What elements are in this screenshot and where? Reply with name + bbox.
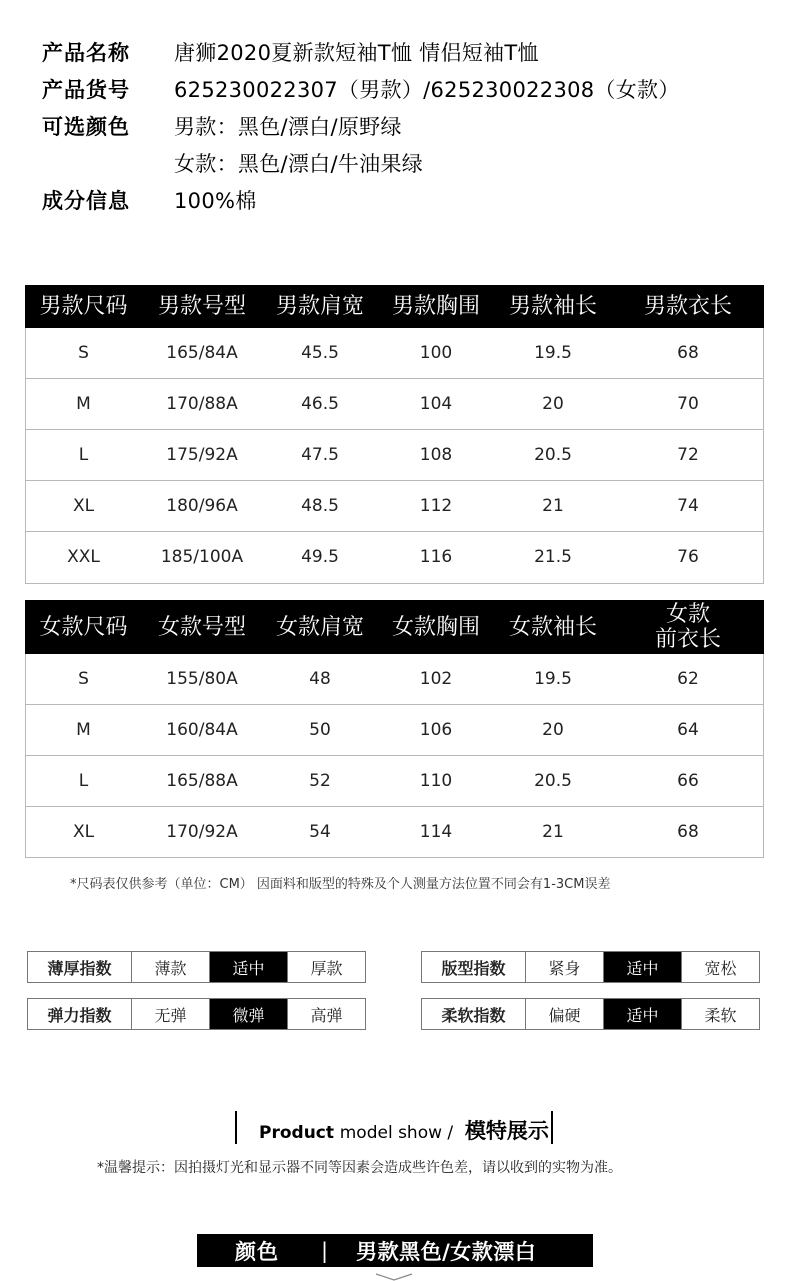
size-note: *尺码表仅供参考（单位：CM） 因面料和版型的特殊及个人测量方法位置不同会有1-3CM误差 [70,877,611,892]
header-line: 前衣长 [654,627,721,652]
divider-left [235,1111,237,1144]
table-cell: 19.5 [494,328,612,379]
table-cell: 170/92A [166,822,238,842]
table-cell: 50 [262,705,378,756]
model-show-title [259,1115,549,1145]
table-header-cell: 女款号型 [142,600,262,654]
table-cell: S [25,328,142,379]
color-banner-label: 颜色 [235,1239,279,1264]
table-header-cell: 女款胸围 [378,600,494,654]
thickness-index [27,951,366,983]
index-label: 弹力指数 [47,1005,112,1025]
index-option: 厚款 [287,952,365,982]
elastic-index [27,998,366,1030]
product-name: 唐狮2020夏新款短袖T恤 情侣短袖T恤 [174,40,539,65]
product-sku: 625230022307（男款）/625230022308（女款） [174,77,680,102]
table-cell: 21 [542,822,564,842]
color-banner-separator: | [321,1238,329,1263]
table-cell: 68 [612,328,764,379]
table-cell: XL [72,822,95,842]
table-header-cell: 男款袖长 [494,285,612,328]
index-option-selected: 适中 [603,952,681,982]
table-cell: M [25,705,142,756]
table-cell: 52 [262,756,378,807]
index-option-selected: 适中 [209,952,287,982]
table-cell: S [25,654,142,705]
index-label: 版型指数 [441,958,506,978]
table-cell: 62 [612,654,764,705]
table-cell: 45.5 [262,328,378,379]
color-banner [197,1234,593,1267]
material: 100%棉 [174,188,257,213]
table-cell: 180/96A [142,481,262,532]
table-cell: L [25,430,142,481]
table-row [25,328,764,379]
index-option: 柔软 [681,999,759,1029]
divider-right [551,1111,553,1144]
index-option: 宽松 [681,952,759,982]
color-banner-value: 男款黑色/女款漂白 [356,1239,537,1264]
info-row-colors-women [42,144,680,181]
table-cell: 170/88A [142,379,262,430]
table-row [25,430,764,481]
table-row [25,705,764,756]
softness-index [421,998,760,1030]
table-header-cell: 男款肩宽 [262,285,378,328]
table-cell: 155/80A [142,654,262,705]
table-cell: 20.5 [494,430,612,481]
table-cell: 64 [612,705,764,756]
table-cell: M [25,379,142,430]
table-row [25,756,764,807]
index-option-selected: 适中 [603,999,681,1029]
model-title-cn: 模特展示 [464,1119,549,1143]
table-cell: 165/88A [142,756,262,807]
index-label: 薄厚指数 [47,958,112,978]
table-cell: 74 [612,481,764,532]
table-cell: 47.5 [262,430,378,481]
men-colors: 男款：黑色/漂白/原野绿 [174,114,402,139]
table-cell: 106 [378,705,494,756]
table-cell: 112 [378,481,494,532]
table-cell: 114 [419,822,453,842]
model-show-header [235,1111,553,1144]
index-option: 薄款 [131,952,209,982]
men-size-table [25,285,764,582]
info-label: 产品货号 [42,77,130,102]
info-row-sku [42,70,680,107]
index-option: 无弹 [131,999,209,1029]
info-label: 产品名称 [42,40,130,65]
table-cell: 76 [677,547,699,567]
table-cell: 20.5 [494,756,612,807]
table-cell: 20 [494,379,612,430]
table-cell: 48 [262,654,378,705]
table-header-cell: 男款号型 [142,285,262,328]
table-cell: 70 [612,379,764,430]
info-label: 成分信息 [42,188,130,213]
table-header-cell: 男款衣长 [612,285,764,328]
index-option: 偏硬 [525,999,603,1029]
model-title-en: model show / [339,1123,454,1143]
table-cell: 20 [494,705,612,756]
table-cell: 72 [612,430,764,481]
table-header-cell: 女款袖长 [494,600,612,654]
info-row-name [42,33,680,70]
table-cell: 108 [378,430,494,481]
table-cell: 21 [494,481,612,532]
table-cell: 185/100A [160,547,244,567]
index-option-selected: 微弹 [209,999,287,1029]
table-cell: 68 [677,822,699,842]
table-cell: 66 [612,756,764,807]
table-cell: XL [25,481,142,532]
index-label: 柔软指数 [441,1005,506,1025]
table-row [25,807,764,858]
table-cell: 102 [378,654,494,705]
table-header-cell: 男款胸围 [378,285,494,328]
product-info [42,33,680,218]
table-row [25,481,764,532]
info-row-material [42,181,680,218]
table-cell: 110 [378,756,494,807]
chevron-down-icon [374,1273,414,1281]
index-option: 高弹 [287,999,365,1029]
table-cell: 46.5 [262,379,378,430]
table-cell: 48.5 [262,481,378,532]
table-cell: L [25,756,142,807]
table-header-cell: 女款肩宽 [262,600,378,654]
table-cell: 165/84A [142,328,262,379]
women-size-table [25,600,764,857]
index-option: 紧身 [525,952,603,982]
table-row [25,654,764,705]
table-cell: 175/92A [142,430,262,481]
header-line: 女款 [665,602,710,627]
table-cell: 21.5 [534,547,572,567]
table-header-row [25,285,764,328]
model-title-en-bold: Product [259,1123,334,1143]
table-header-cell [612,600,764,654]
color-tip: *温馨提示：因拍摄灯光和显示器不同等因素会造成些许色差，请以收到的实物为准。 [97,1160,622,1176]
table-cell: XXL [67,547,100,567]
fit-index [421,951,760,983]
table-row [25,532,764,583]
table-header-cell: 男款尺码 [25,285,142,328]
women-colors: 女款：黑色/漂白/牛油果绿 [174,151,424,176]
table-cell: 116 [419,547,453,567]
table-cell: 54 [309,822,331,842]
table-header-cell: 女款尺码 [25,600,142,654]
table-cell: 49.5 [301,547,339,567]
table-row [25,379,764,430]
table-cell: 19.5 [494,654,612,705]
table-cell: 104 [378,379,494,430]
info-label: 可选颜色 [42,114,130,139]
table-cell: 100 [378,328,494,379]
table-cell: 160/84A [142,705,262,756]
table-header-row [25,600,764,654]
info-row-colors [42,107,680,144]
